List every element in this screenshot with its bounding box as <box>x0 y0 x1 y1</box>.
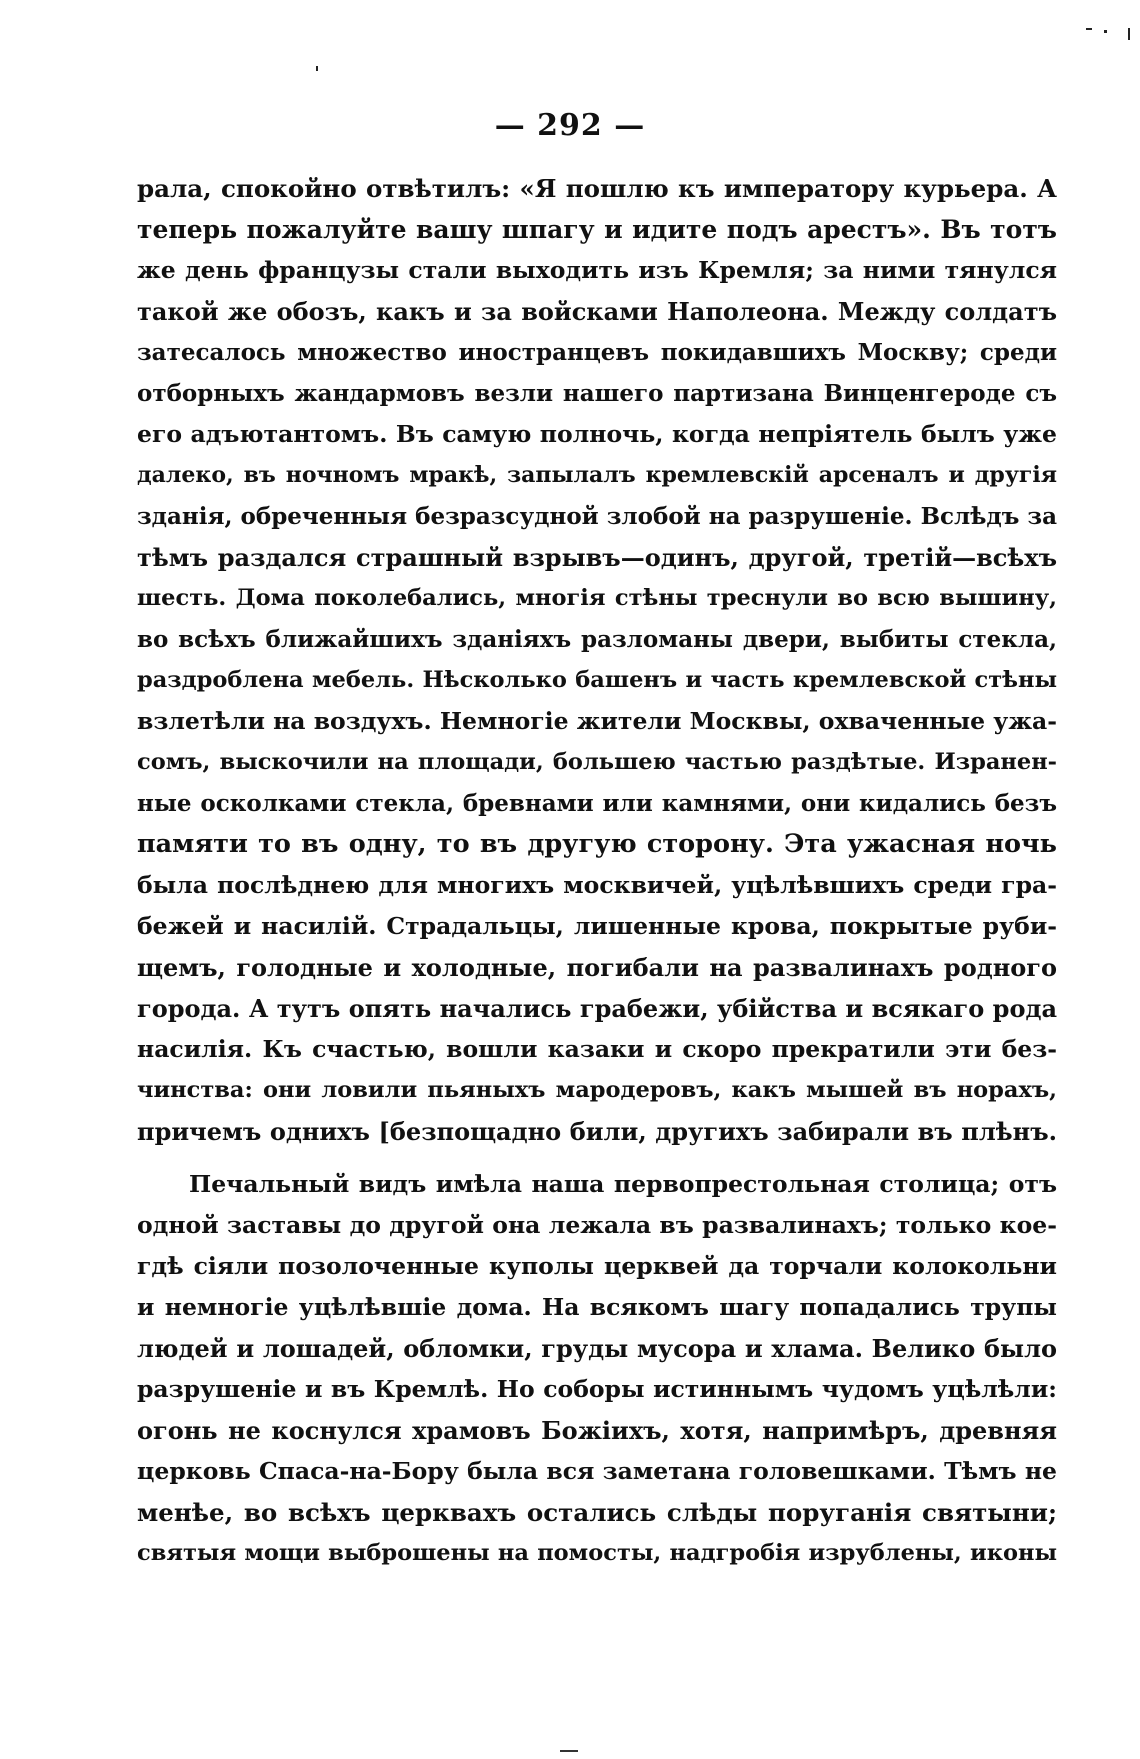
text-line: разрушеніе и въ Кремлѣ. Но соборы истиннымъ чудомъ уцѣлѣли: <box>137 1375 1057 1403</box>
text-line: одной заставы до другой она лежала въ развалинахъ; только кое- <box>137 1211 1057 1239</box>
text-line: города. А тутъ опять начались грабежи, убійства и всякаго рода <box>137 994 1057 1023</box>
text-line: сомъ, выскочили на площади, большею частью раздѣтые. Изранен- <box>137 749 1057 775</box>
text-line: шесть. Дома поколебались, многія стѣны треснули во всю вышину, <box>137 585 1057 611</box>
text-line: щемъ, голодные и холодные, погибали на развалинахъ родного <box>137 953 1057 982</box>
text-line: причемъ однихъ [безпощадно били, другихъ забирали въ плѣнъ. <box>137 1117 1057 1146</box>
text-line: насилія. Къ счастью, вошли казаки и скоро прекратили эти без- <box>137 1035 1057 1063</box>
text-line: Печальный видъ имѣла наша первопрестольная столица; отъ <box>189 1170 1057 1198</box>
text-line: же день французы стали выходить изъ Кремля; за ними тянулся <box>137 256 1057 284</box>
scan-speck <box>560 1750 578 1752</box>
text-line: далеко, въ ночномъ мракѣ, запылалъ кремлевскій арсеналъ и другія <box>137 462 1057 488</box>
paragraph <box>137 168 1057 1152</box>
text-line: зданія, обреченныя безразсудной злобой на разрушеніе. Вслѣдъ за <box>137 503 1057 530</box>
paragraph-gap <box>137 1152 1057 1164</box>
text-line: огонь не коснулся храмовъ Божіихъ, хотя, напримѣръ, древняя <box>137 1416 1057 1445</box>
text-line: отборныхъ жандармовъ везли нашего партизана Винценгероде съ <box>137 380 1057 407</box>
scan-speck <box>1086 28 1092 30</box>
text-line: чинства: они ловили пьяныхъ мародеровъ, какъ мышей въ норахъ, <box>137 1077 1057 1103</box>
scan-speck <box>1128 28 1130 40</box>
text-line: затесалось множество иностранцевъ покидавшихъ Москву; среди <box>137 339 1057 366</box>
text-line: во всѣхъ ближайшихъ зданіяхъ разломаны двери, выбиты стекла, <box>137 626 1057 653</box>
text-line: менѣе, во всѣхъ церквахъ остались слѣды поруганія святыни; <box>137 1498 1057 1527</box>
text-line: людей и лошадей, обломки, груды мусора и хлама. Велико было <box>137 1334 1057 1363</box>
text-line: взлетѣли на воздухъ. Немногіе жители Москвы, охваченные ужа- <box>137 707 1057 735</box>
text-line: бежей и насилій. Страдальцы, лишенные крова, покрытые руби- <box>137 912 1057 940</box>
text-line: рала, спокойно отвѣтилъ: «Я пошлю къ императору курьера. А <box>137 174 1057 203</box>
scan-speck <box>1104 30 1107 33</box>
text-line: теперь пожалуйте вашу шпагу и идите подъ арестъ». Въ тотъ <box>137 215 1057 244</box>
text-line: святыя мощи выброшены на помосты, надгробія изрублены, иконы <box>137 1540 1057 1566</box>
scan-speck <box>316 66 318 71</box>
page-number: — 292 — <box>494 108 646 143</box>
text-line: такой же обозъ, какъ и за войсками Наполеона. Между солдатъ <box>137 297 1057 326</box>
text-line: была послѣднею для многихъ москвичей, уцѣлѣвшихъ среди гра- <box>137 871 1057 899</box>
text-line: ные осколками стекла, бревнами или камнями, они кидались безъ <box>137 790 1057 817</box>
body-text <box>137 168 1057 1574</box>
text-line: раздроблена мебель. Нѣсколько башенъ и часть кремлевской стѣны <box>137 667 1057 693</box>
text-line: его адъютантомъ. Въ самую полночь, когда непріятель былъ уже <box>137 420 1057 448</box>
paragraph <box>137 1164 1057 1574</box>
text-line: памяти то въ одну, то въ другую сторону. Эта ужасная ночь <box>137 829 1057 859</box>
text-line: церковь Спаса-на-Бору была вся заметана головешками. Тѣмъ не <box>137 1457 1057 1485</box>
text-line: и немногіе уцѣлѣвшіе дома. На всякомъ шагу попадались трупы <box>137 1293 1057 1321</box>
text-line: тѣмъ раздался страшный взрывъ—одинъ, другой, третій—всѣхъ <box>137 543 1057 572</box>
text-line: гдѣ сіяли позолоченные куполы церквей да торчали колокольни <box>137 1252 1057 1280</box>
